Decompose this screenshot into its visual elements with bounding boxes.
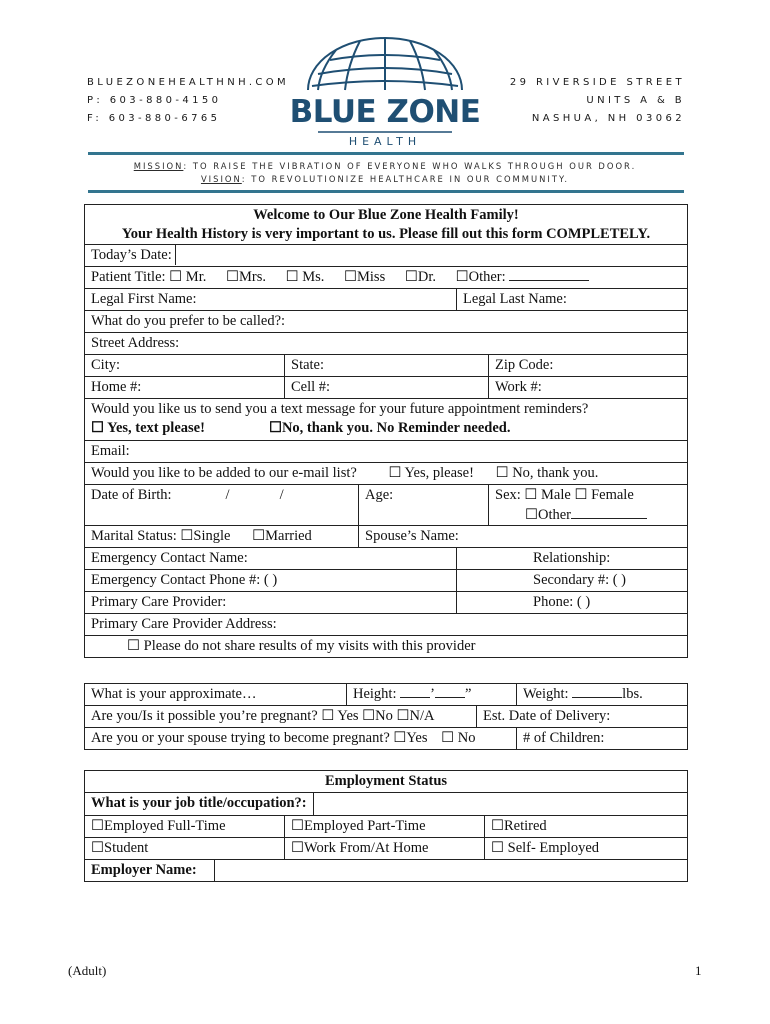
instruction-heading: Your Health History is very important to us. Please fill out this form COMPLETELY. (121, 226, 651, 242)
checkbox-married[interactable]: ☐Married (252, 528, 312, 544)
weight-label: Weight: (523, 686, 569, 702)
employment-title: Employment Status (324, 773, 448, 789)
email-field[interactable] (85, 441, 688, 463)
fax-text: F: 603-880-6765 (87, 113, 221, 124)
height-field[interactable] (347, 684, 517, 706)
legal-first-name-field[interactable] (85, 289, 457, 311)
spouse-name-field[interactable] (359, 526, 688, 548)
text-reminder-question: Would you like us to send you a text message for your future appointment reminders? (91, 401, 589, 417)
checkbox-text-yes[interactable]: ☐ Yes, text please! (91, 420, 205, 436)
mission-text: : TO RAISE THE VIBRATION OF EVERYONE WHO WALKS THROUGH OUR DOOR. (183, 161, 637, 171)
home-phone-field[interactable] (85, 377, 285, 399)
trying-question: Are you or your spouse trying to become pregnant? (91, 730, 390, 746)
dob-separator-2: / (279, 487, 284, 503)
emergency-name-field[interactable] (85, 548, 457, 570)
home-phone-label: Home #: (91, 379, 142, 395)
primary-care-field[interactable] (85, 592, 457, 614)
pregnant-question: Are you/Is it possible you’re pregnant? (91, 708, 318, 724)
todays-date-label: Today’s Date: (91, 247, 172, 263)
state-label: State: (291, 357, 325, 373)
email-list-row (85, 463, 688, 485)
vision-line (0, 173, 770, 186)
checkbox-female[interactable]: ☐ Female (574, 487, 634, 503)
patient-title-label: Patient Title: (91, 269, 166, 285)
marital-status-row (85, 526, 359, 548)
height-label: Height: (353, 686, 397, 702)
email-label: Email: (91, 443, 130, 459)
physical-info-table (84, 683, 688, 750)
todays-date-field[interactable] (85, 245, 688, 267)
weight-field[interactable] (517, 684, 688, 706)
secondary-phone-label: Secondary #: ( ) (533, 572, 627, 588)
footer-label: (Adult) (68, 963, 107, 978)
trying-row (85, 728, 517, 750)
emergency-phone-label: Emergency Contact Phone #: ( ) (91, 572, 278, 588)
vision-label: VISION (200, 174, 242, 184)
logo-title: BLUE ZONE (290, 94, 480, 130)
primary-care-label: Primary Care Provider: (91, 594, 227, 610)
checkbox-student[interactable]: ☐Student (85, 838, 285, 860)
website-text: BLUEZONEHEALTHNH.COM (87, 77, 290, 88)
cell-phone-field[interactable] (285, 377, 489, 399)
mission-line (0, 160, 770, 173)
approximate-label: What is your approximate… (91, 686, 257, 702)
height-inch-mark: ” (464, 686, 472, 702)
header-rule-top (88, 152, 684, 155)
legal-last-name-field[interactable] (457, 289, 688, 311)
text-reminder-row (85, 399, 688, 441)
delivery-date-label: Est. Date of Delivery: (483, 708, 611, 724)
employer-name-field[interactable] (215, 860, 688, 882)
pcp-address-field[interactable] (85, 614, 688, 636)
pcp-phone-label: Phone: ( ) (533, 594, 591, 610)
job-title-label: What is your job title/occupation?: (91, 795, 307, 811)
checkbox-mrs[interactable]: ☐Mrs. (225, 269, 266, 285)
work-phone-label: Work #: (495, 379, 542, 395)
sex-label: Sex: (495, 487, 521, 503)
relationship-field[interactable] (457, 548, 688, 570)
preferred-name-field[interactable] (85, 311, 688, 333)
street-text: 29 RIVERSIDE STREET (509, 77, 685, 88)
no-share-label: Please do not share results of my visits with this provider (140, 638, 476, 654)
marital-label: Marital Status: (91, 528, 177, 544)
city-text: NASHUA, NH 03062 (531, 113, 685, 124)
emergency-name-label: Emergency Contact Name: (91, 550, 248, 566)
legal-last-name-label: Legal Last Name: (463, 291, 567, 307)
checkbox-single[interactable]: ☐Single (180, 528, 231, 544)
checkbox-text-no[interactable]: ☐No, thank you. No Reminder needed. (268, 420, 511, 436)
work-phone-field[interactable] (489, 377, 688, 399)
employer-name-label-cell (85, 860, 215, 882)
children-field[interactable] (517, 728, 688, 750)
checkbox-email-no[interactable]: ☐ No, thank you. (495, 465, 599, 481)
welcome-cell (85, 205, 688, 245)
employer-name-label: Employer Name: (91, 862, 197, 878)
checkbox-preg-no[interactable]: ☐No (362, 708, 393, 724)
checkbox-trying-yes[interactable]: ☐Yes (393, 730, 428, 746)
employment-title-cell (85, 771, 688, 793)
legal-first-name-label: Legal First Name: (91, 291, 197, 307)
weight-unit: lbs. (622, 686, 643, 702)
checkbox-preg-yes[interactable]: ☐ Yes (321, 708, 359, 724)
checkbox-part-time[interactable]: ☐Employed Part-Time (285, 816, 485, 838)
zip-label: Zip Code: (495, 357, 554, 373)
dob-separator-1: / (225, 487, 230, 503)
checkbox-self-employed[interactable]: ☐ Self- Employed (485, 838, 688, 860)
dob-label: Date of Birth: (91, 487, 172, 503)
pregnant-row (85, 706, 477, 728)
header-rule-bottom (88, 190, 684, 193)
checkbox-retired[interactable]: ☐Retired (485, 816, 688, 838)
city-field[interactable] (85, 355, 285, 377)
phone-text: P: 603-880-4150 (87, 95, 222, 106)
checkbox-male[interactable]: ☐ Male (524, 487, 571, 503)
children-label: # of Children: (523, 730, 605, 746)
spouse-name-label: Spouse’s Name: (365, 528, 459, 544)
age-field[interactable] (359, 485, 489, 526)
email-list-question: Would you like to be added to our e-mail list? (91, 465, 357, 481)
emergency-phone-field[interactable] (85, 570, 457, 592)
blue-zone-logo (290, 32, 480, 150)
approximate-label-cell (85, 684, 347, 706)
address-block (510, 74, 685, 128)
checkbox-mr[interactable]: ☐ Mr. (169, 269, 207, 285)
patient-title-row (85, 267, 688, 289)
cell-phone-label: Cell #: (291, 379, 331, 395)
sex-field (489, 485, 688, 526)
contact-block (87, 74, 289, 128)
height-feet-mark: ’ (430, 686, 435, 702)
employment-table (84, 770, 688, 882)
pcp-address-label: Primary Care Provider Address: (91, 616, 277, 632)
page-number: 1 (695, 963, 702, 978)
checkbox-miss[interactable]: ☐Miss (344, 269, 386, 285)
vision-text: : TO REVOLUTIONIZE HEALTHCARE IN OUR COMMUNITY. (241, 174, 570, 184)
mission-label: MISSION (133, 161, 184, 171)
welcome-heading: Welcome to Our Blue Zone Health Family! (253, 207, 519, 223)
relationship-label: Relationship: (533, 550, 611, 566)
delivery-date-field[interactable] (477, 706, 688, 728)
street-address-label: Street Address: (91, 335, 180, 351)
checkbox-email-yes[interactable]: ☐ Yes, please! (388, 465, 474, 481)
checkbox-sex-other[interactable]: ☐Other (525, 507, 647, 523)
job-title-field[interactable] (85, 793, 688, 816)
patient-info-table (84, 204, 688, 658)
checkbox-dr[interactable]: ☐Dr. (404, 269, 436, 285)
checkbox-full-time[interactable]: ☐Employed Full-Time (85, 816, 285, 838)
age-label: Age: (365, 487, 394, 503)
secondary-phone-field[interactable] (457, 570, 688, 592)
logo-subtitle: HEALTH (348, 135, 422, 148)
pcp-phone-field[interactable] (457, 592, 688, 614)
checkbox-other[interactable]: ☐Other: (456, 269, 590, 285)
city-label: City: (91, 357, 121, 373)
units-text: UNITS A & B (586, 95, 685, 106)
street-address-field[interactable] (85, 333, 688, 355)
date-of-birth-field[interactable] (85, 485, 359, 526)
checkbox-preg-na[interactable]: ☐N/A (396, 708, 435, 724)
checkbox-trying-no[interactable]: ☐ No (441, 730, 476, 746)
checkbox-work-from-home[interactable]: ☐Work From/At Home (285, 838, 485, 860)
checkbox-no-share[interactable]: ☐ Please do not share results of my visits with this provider (85, 636, 688, 658)
checkbox-ms[interactable]: ☐ Ms. (285, 269, 325, 285)
preferred-name-label: What do you prefer to be called?: (91, 313, 286, 329)
zip-field[interactable] (489, 355, 688, 377)
state-field[interactable] (285, 355, 489, 377)
